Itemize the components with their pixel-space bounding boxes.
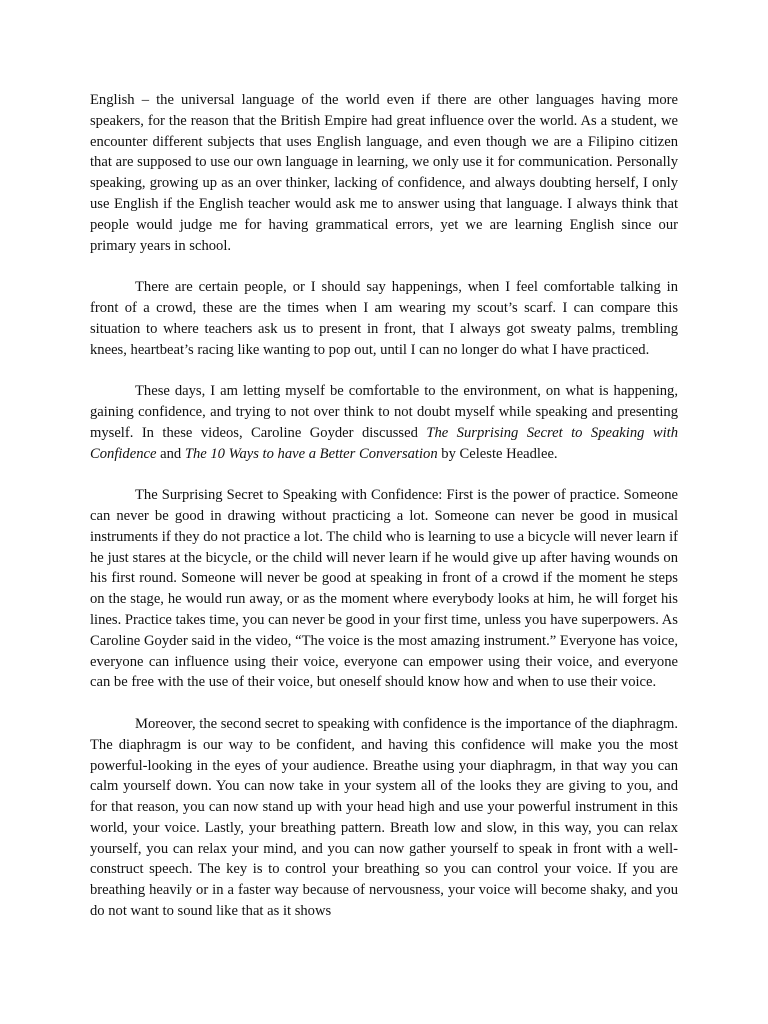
paragraph-intro: English – the universal language of the world even if there are other languages having more speakers, for the reason that the British Empire had great influence over the world. As a student, we encounter different subjects that uses English language, and even though we are a Filipino citizen that are supposed to use our own language in learning, we only use it for communication. Personally speaking, growing up as an over thinker, lacking of confidence, and always doubting herself, I only use English if the English teacher would ask me to answer using that language. I always think that people would judge me for having grammatical errors, yet we are learning English since our primary years in school. <box>90 92 678 254</box>
paragraph-text: by Celeste Headlee. <box>437 445 558 462</box>
paragraph-scout-scarf: There are certain people, or I should say happenings, when I feel comfortable talking in front of a crowd, these are the times when I am wearing my scout’s scarf. I can compare this situation to where teachers ask us to present in front, that I always got sweaty palms, trembling knees, heartbeat’s racing like wanting to pop out, until I can no longer do what I have practiced. <box>90 279 678 358</box>
video-title-conversation: The 10 Ways to have a Better Conversation <box>184 445 438 462</box>
paragraph-power-of-practice: The Surprising Secret to Speaking with Confidence: First is the power of practice. Someone can never be good in drawing without practicing a lot. Someone can never be good in musical instruments if they do not practice a lot. The child who is learning to use a bicycle will never learn if he just stares at the bicycle, or the child will never learn if he would give up after having wounds on his first round. Someone will never be good at speaking in front of a crowd if the moment he steps on the stage, he would run away, or as the moment where everybody looks at him, he will forget his lines. Practice takes time, you can never be good in your first time, unless you have superpowers. As Caroline Goyder said in the video, “The voice is the most amazing instrument.” Everyone has voice, everyone can influence using their voice, everyone can empower using their voice, and everyone can be free with the use of their voice, but oneself should know how and when to use their voice. <box>90 487 678 691</box>
document-page <box>90 90 678 922</box>
paragraph-diaphragm: Moreover, the second secret to speaking with confidence is the importance of the diaphragm. The diaphragm is our way to be confident, and having this confidence will make you the most powerful-looking in the eyes of your audience. Breathe using your diaphragm, in that way you can calm yourself down. You can now take in your system all of the looks they are giving to you, and for that reason, you can now stand up with your head high and use your powerful instrument in this world, your voice. Lastly, your breathing pattern. Breath low and slow, in this way, you can relax yourself, you can relax your mind, and you can now gather yourself to speak in front with a well-construct speech. The key is to control your breathing so you can control your voice. If you are breathing heavily or in a faster way because of nervousness, your voice will become shaky, and you do not want to sound like that as it shows <box>90 715 678 920</box>
paragraph-these-days <box>90 381 678 464</box>
paragraph-text: These days, I am letting myself be comfortable to the environment, on what is happening, gaining confidence, and trying to not over think to not doubt myself while speaking and presenting myself. In these videos, Caroline Goyder discussed <box>90 383 678 441</box>
video-title-confidence: The Surprising Secret to Speaking with Confidence <box>90 424 678 462</box>
paragraph-text: and <box>156 445 185 462</box>
